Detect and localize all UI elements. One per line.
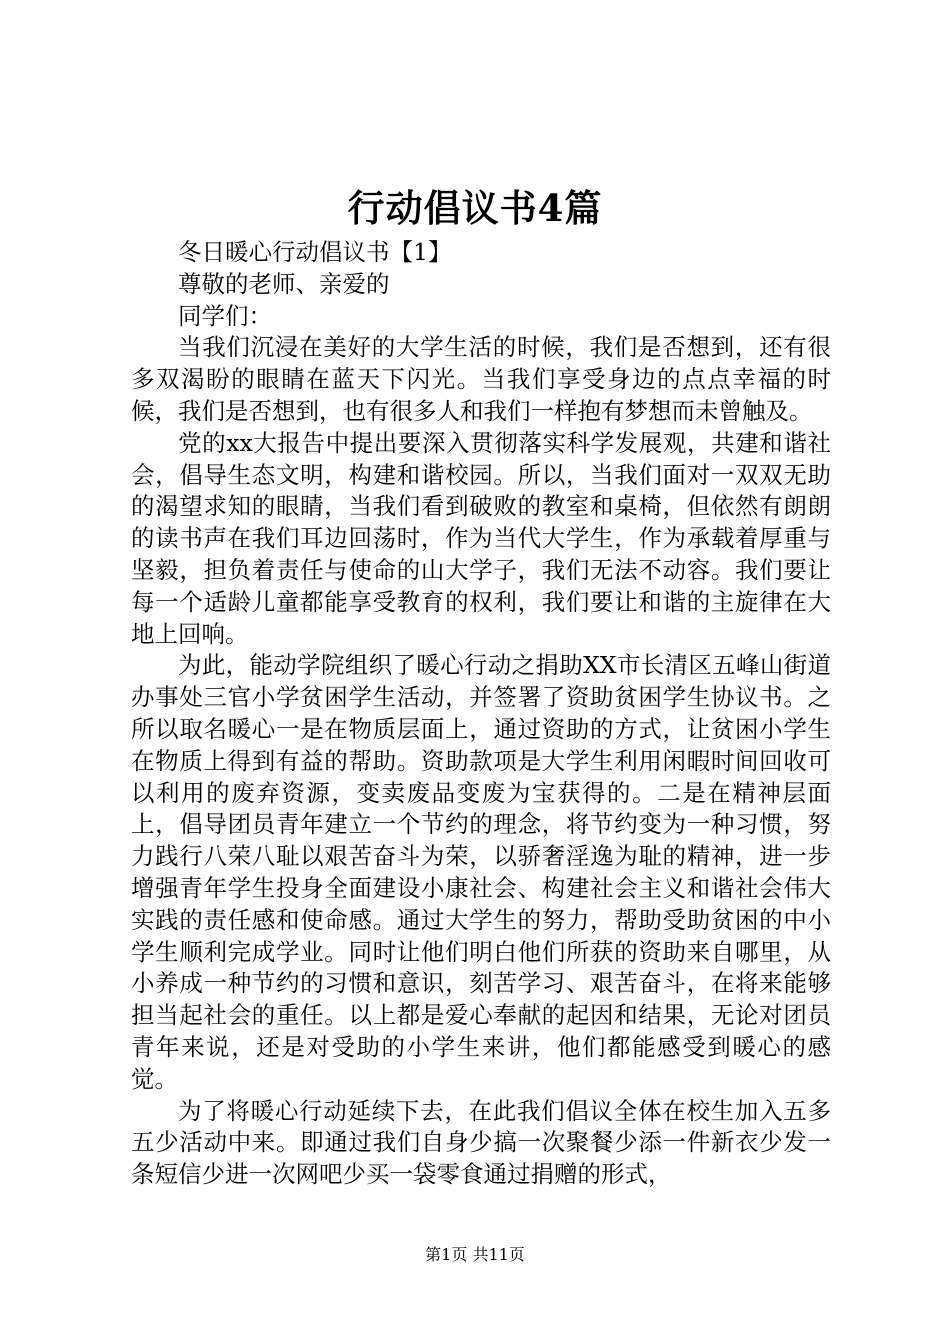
document-body [131,237,831,1191]
body-paragraph-2: 党的xx大报告中提出要深入贯彻落实科学发展观，共建和谐社会，倡导生态文明，构建和谐校园。所以，当我们面对一双双无助的渴望求知的眼睛，当我们看到破败的教室和桌椅，但依然有朗朗的读书声在我们耳边回荡时，作为当代大学生，作为承载着厚重与坚毅，担负着责任与使命的山大学子，我们无法不动容。我们要让每一个适龄儿童都能享受教育的权利，我们要让和谐的主旋律在大地上回响。 [131,428,831,648]
body-paragraph-4: 为了将暖心行动延续下去，在此我们倡议全体在校生加入五多五少活动中来。即通过我们自身少搞一次聚餐少添一件新衣少发一条短信少进一次网吧少买一袋零食通过捐赠的形式， [131,1096,831,1189]
body-paragraph-1: 当我们沉浸在美好的大学生活的时候，我们是否想到，还有很多双渴盼的眼睛在蓝天下闪光。当我们享受身边的点点幸福的时候，我们是否想到，也有很多人和我们一样抱有梦想而未曾触及。 [131,333,831,425]
salutation-line-2: 同学们： [178,301,272,330]
section-heading: 冬日暖心行动倡议书【1】 [178,238,452,266]
body-paragraph-3: 为此，能动学院组织了暖心行动之捐助XX市长清区五峰山街道办事处三官小学贫困学生活动，并签署了资助贫困学生协议书。之所以取名暖心一是在物质层面上，通过资助的方式，让贫困小学生在物质上得到有益的帮助。资助款项是大学生利用闲暇时间回收可以利用的废弃资源，变卖废品变废为宝获得的。二是在精神层面上，倡导团员青年建立一个节约的理念，将节约变为一种习惯，努力践行八荣八耻以艰苦奋斗为荣，以骄奢淫逸为耻的精神，进一步增强青年学生投身全面建设小康社会、构建社会主义和谐社会伟大实践的责任感和使命感。通过大学生的努力，帮助受助贫困的中小学生顺利完成学业。同时让他们明白他们所获的资助来自哪里，从小养成一种节约的习惯和意识，刻苦学习、艰苦奋斗，在将来能够担当起社会的重任。以上都是爱心奉献的起因和结果，无论对团员青年来说，还是对受助的小学生来讲，他们都能感受到暖心的感觉。 [131,651,831,1093]
salutation-line-1: 尊敬的老师、亲爱的 [178,269,390,298]
page-number-footer: 第1页 共11页 [425,1245,525,1264]
document-title: 行动倡议书4篇 [347,186,603,230]
